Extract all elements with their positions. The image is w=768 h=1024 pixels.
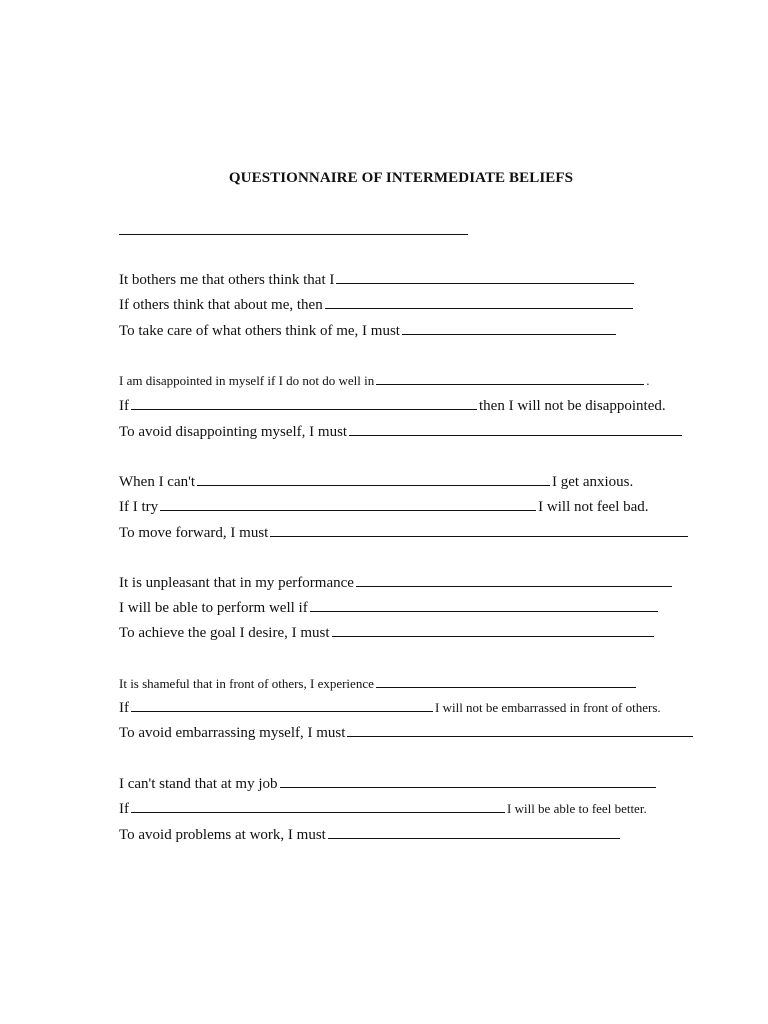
question-text: To move forward, I must: [119, 525, 269, 541]
question-text: To achieve the goal I desire, I must: [119, 625, 330, 641]
question-text: If: [119, 801, 129, 817]
question-line: [119, 599, 660, 617]
question-text: If I try: [119, 499, 159, 515]
page-title: QUESTIONNAIRE OF INTERMEDIATE BELIEFS: [228, 170, 574, 186]
name-blank-line[interactable]: [119, 234, 468, 235]
question-line: [119, 724, 695, 742]
question-text: If: [119, 700, 129, 716]
question-tail: .: [646, 373, 650, 388]
answer-blank[interactable]: [332, 624, 654, 637]
question-line: [119, 473, 633, 491]
answer-blank[interactable]: [160, 498, 536, 511]
question-line: [119, 826, 622, 844]
question-line: [119, 271, 636, 289]
question-line: [119, 397, 666, 415]
question-line: [119, 296, 635, 314]
question-text: I am disappointed in myself if I do not do well in: [119, 373, 375, 388]
question-text: To avoid embarrassing myself, I must: [119, 725, 346, 741]
question-line: [119, 624, 656, 642]
question-tail: then I will not be disappointed.: [479, 398, 666, 414]
question-text: I can't stand that at my job: [119, 776, 278, 792]
answer-blank[interactable]: [336, 271, 634, 284]
answer-blank[interactable]: [356, 574, 672, 587]
question-line: [119, 322, 618, 340]
question-text: To avoid problems at work, I must: [119, 827, 326, 843]
question-text: If others think that about me, then: [119, 297, 323, 313]
answer-blank[interactable]: [131, 800, 505, 813]
answer-blank[interactable]: [328, 826, 620, 839]
answer-blank[interactable]: [402, 322, 616, 335]
question-text: To take care of what others think of me, I must: [119, 323, 400, 339]
question-line: [119, 574, 674, 592]
question-text: It is shameful that in front of others, I experience: [119, 676, 374, 691]
question-tail: I will not feel bad.: [538, 499, 649, 515]
question-line: [119, 800, 647, 818]
question-tail: I get anxious.: [552, 474, 634, 490]
answer-blank[interactable]: [131, 397, 477, 410]
question-text: When I can't: [119, 474, 195, 490]
answer-blank[interactable]: [376, 675, 636, 688]
answer-blank[interactable]: [197, 473, 550, 486]
answer-blank[interactable]: [280, 775, 656, 788]
question-text: It bothers me that others think that I: [119, 272, 335, 288]
answer-blank[interactable]: [376, 372, 644, 385]
question-text: To avoid disappointing myself, I must: [119, 424, 348, 440]
question-line: [119, 498, 649, 516]
question-line: [119, 423, 684, 441]
question-line: [119, 524, 690, 542]
question-line: [119, 372, 650, 390]
question-text: I will be able to perform well if: [119, 600, 308, 616]
answer-blank[interactable]: [131, 699, 433, 712]
question-text: It is unpleasant that in my performance: [119, 575, 354, 591]
question-tail: I will be able to feel better.: [507, 801, 647, 816]
question-line: [119, 775, 658, 793]
question-text: If: [119, 398, 129, 414]
answer-blank[interactable]: [325, 296, 633, 309]
answer-blank[interactable]: [270, 524, 688, 537]
question-tail: I will not be embarrassed in front of others.: [435, 700, 661, 715]
answer-blank[interactable]: [349, 423, 682, 436]
answer-blank[interactable]: [310, 599, 658, 612]
question-line: [119, 675, 638, 693]
answer-blank[interactable]: [347, 724, 693, 737]
question-line: [119, 699, 661, 717]
